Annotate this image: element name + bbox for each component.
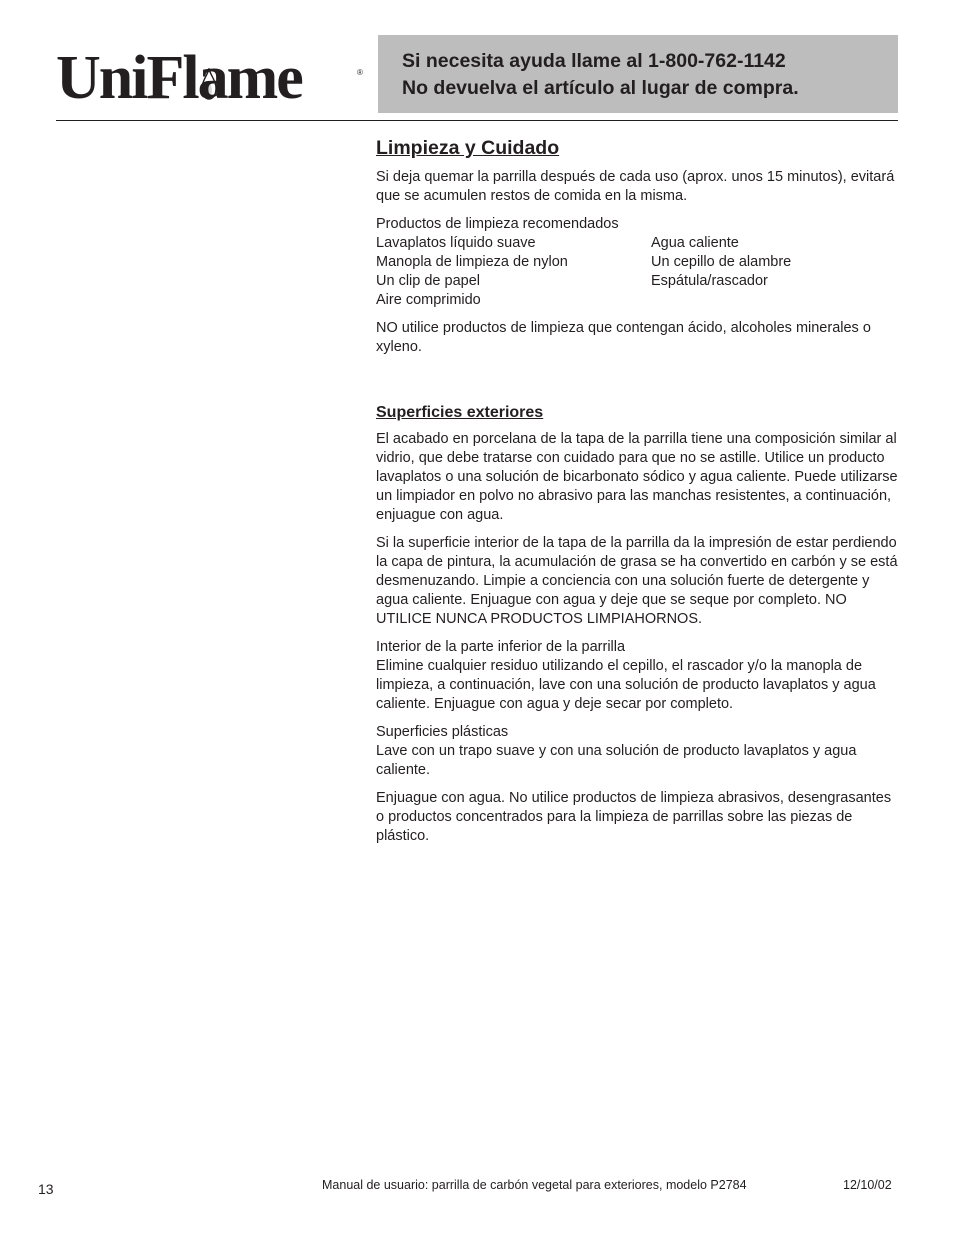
lower-interior-text: Elimine cualquier residuo utilizando el cepillo, el rascador y/o la manopla de limpieza, a continuación, lave con una solución de producto lavaplatos y agua caliente. Enjuague con agua y deje secar por completo.: [376, 658, 876, 712]
plastic-heading: Superficies plásticas: [376, 724, 509, 740]
registered-mark: ®: [357, 68, 363, 77]
interior-lid-paragraph: Si la superficie interior de la tapa de la parrilla da la impresión de estar perdiendo la capa de pintura, la acumulación de grasa se ha convertido en carbón y se está desmenuzando. Limpie a conciencia con una solución fuerte de detergente y agua caliente. Enjuague con agua y deje que se seque por completo. NO UTILICE NUNCA PRODUCTOS LIMPIAHORNOS.: [376, 535, 898, 627]
product-item: Manopla de limpieza de nylon: [376, 254, 568, 270]
help-return-line: No devuelva el artículo al lugar de compra.: [402, 77, 799, 99]
final-paragraph: Enjuague con agua. No utilice productos de limpieza abrasivos, desengrasantes o productos concentrados para la limpieza de parrillas sobre las piezas de plástico.: [376, 790, 892, 844]
recommended-products: [376, 215, 900, 310]
product-item: Un cepillo de alambre: [651, 254, 792, 270]
plastic-paragraph: [376, 723, 900, 780]
manual-title: Manual de usuario: parrilla de carbón vegetal para exteriores, modelo P2784: [322, 1178, 747, 1192]
product-item: Aire comprimido: [376, 292, 481, 308]
page-number: 13: [38, 1181, 54, 1197]
page-title: Limpieza y Cuidado: [376, 137, 560, 159]
products-row: [376, 253, 900, 272]
plastic-text: Lave con un trapo suave y con una solución de producto lavaplatos y agua caliente.: [376, 743, 857, 778]
product-item: Espátula/rascador: [651, 273, 768, 289]
product-item: Un clip de papel: [376, 273, 480, 289]
manual-date: 12/10/02: [843, 1178, 892, 1192]
products-row: [376, 291, 900, 310]
logo-wordmark: UniFlame: [56, 44, 302, 112]
lower-interior-heading: Interior de la parte inferior de la parrilla: [376, 639, 626, 655]
intro-paragraph: Si deja quemar la parrilla después de cada uso (aprox. unos 15 minutos), evitará que se acumulen restos de comida en la misma.: [376, 169, 895, 204]
uniflame-logo: [56, 34, 368, 112]
product-item: Lavaplatos líquido suave: [376, 235, 536, 251]
section-title-exterior: Superficies exteriores: [376, 404, 544, 421]
main-content: [376, 134, 900, 855]
product-item: Agua caliente: [651, 235, 739, 251]
warning-paragraph: NO utilice productos de limpieza que contengan ácido, alcoholes minerales o xyleno.: [376, 320, 871, 355]
help-phone-line: Si necesita ayuda llame al 1-800-762-1142: [402, 50, 786, 72]
lower-interior-paragraph: [376, 638, 900, 714]
help-banner: [378, 35, 898, 113]
products-row: [376, 234, 900, 253]
porcelain-paragraph: El acabado en porcelana de la tapa de la parrilla tiene una composición similar al vidrio, que debe tratarse con cuidado para que no se astille. Utilice un producto lavaplatos o una solución de bicarbonato sódico y agua caliente. Puede utilizarse un limpiador en polvo no abrasivo para las manchas resistentes, a continuación, enjuague con agua.: [376, 431, 898, 523]
products-row: [376, 272, 900, 291]
header-divider: [56, 120, 898, 121]
products-heading: Productos de limpieza recomendados: [376, 216, 619, 232]
